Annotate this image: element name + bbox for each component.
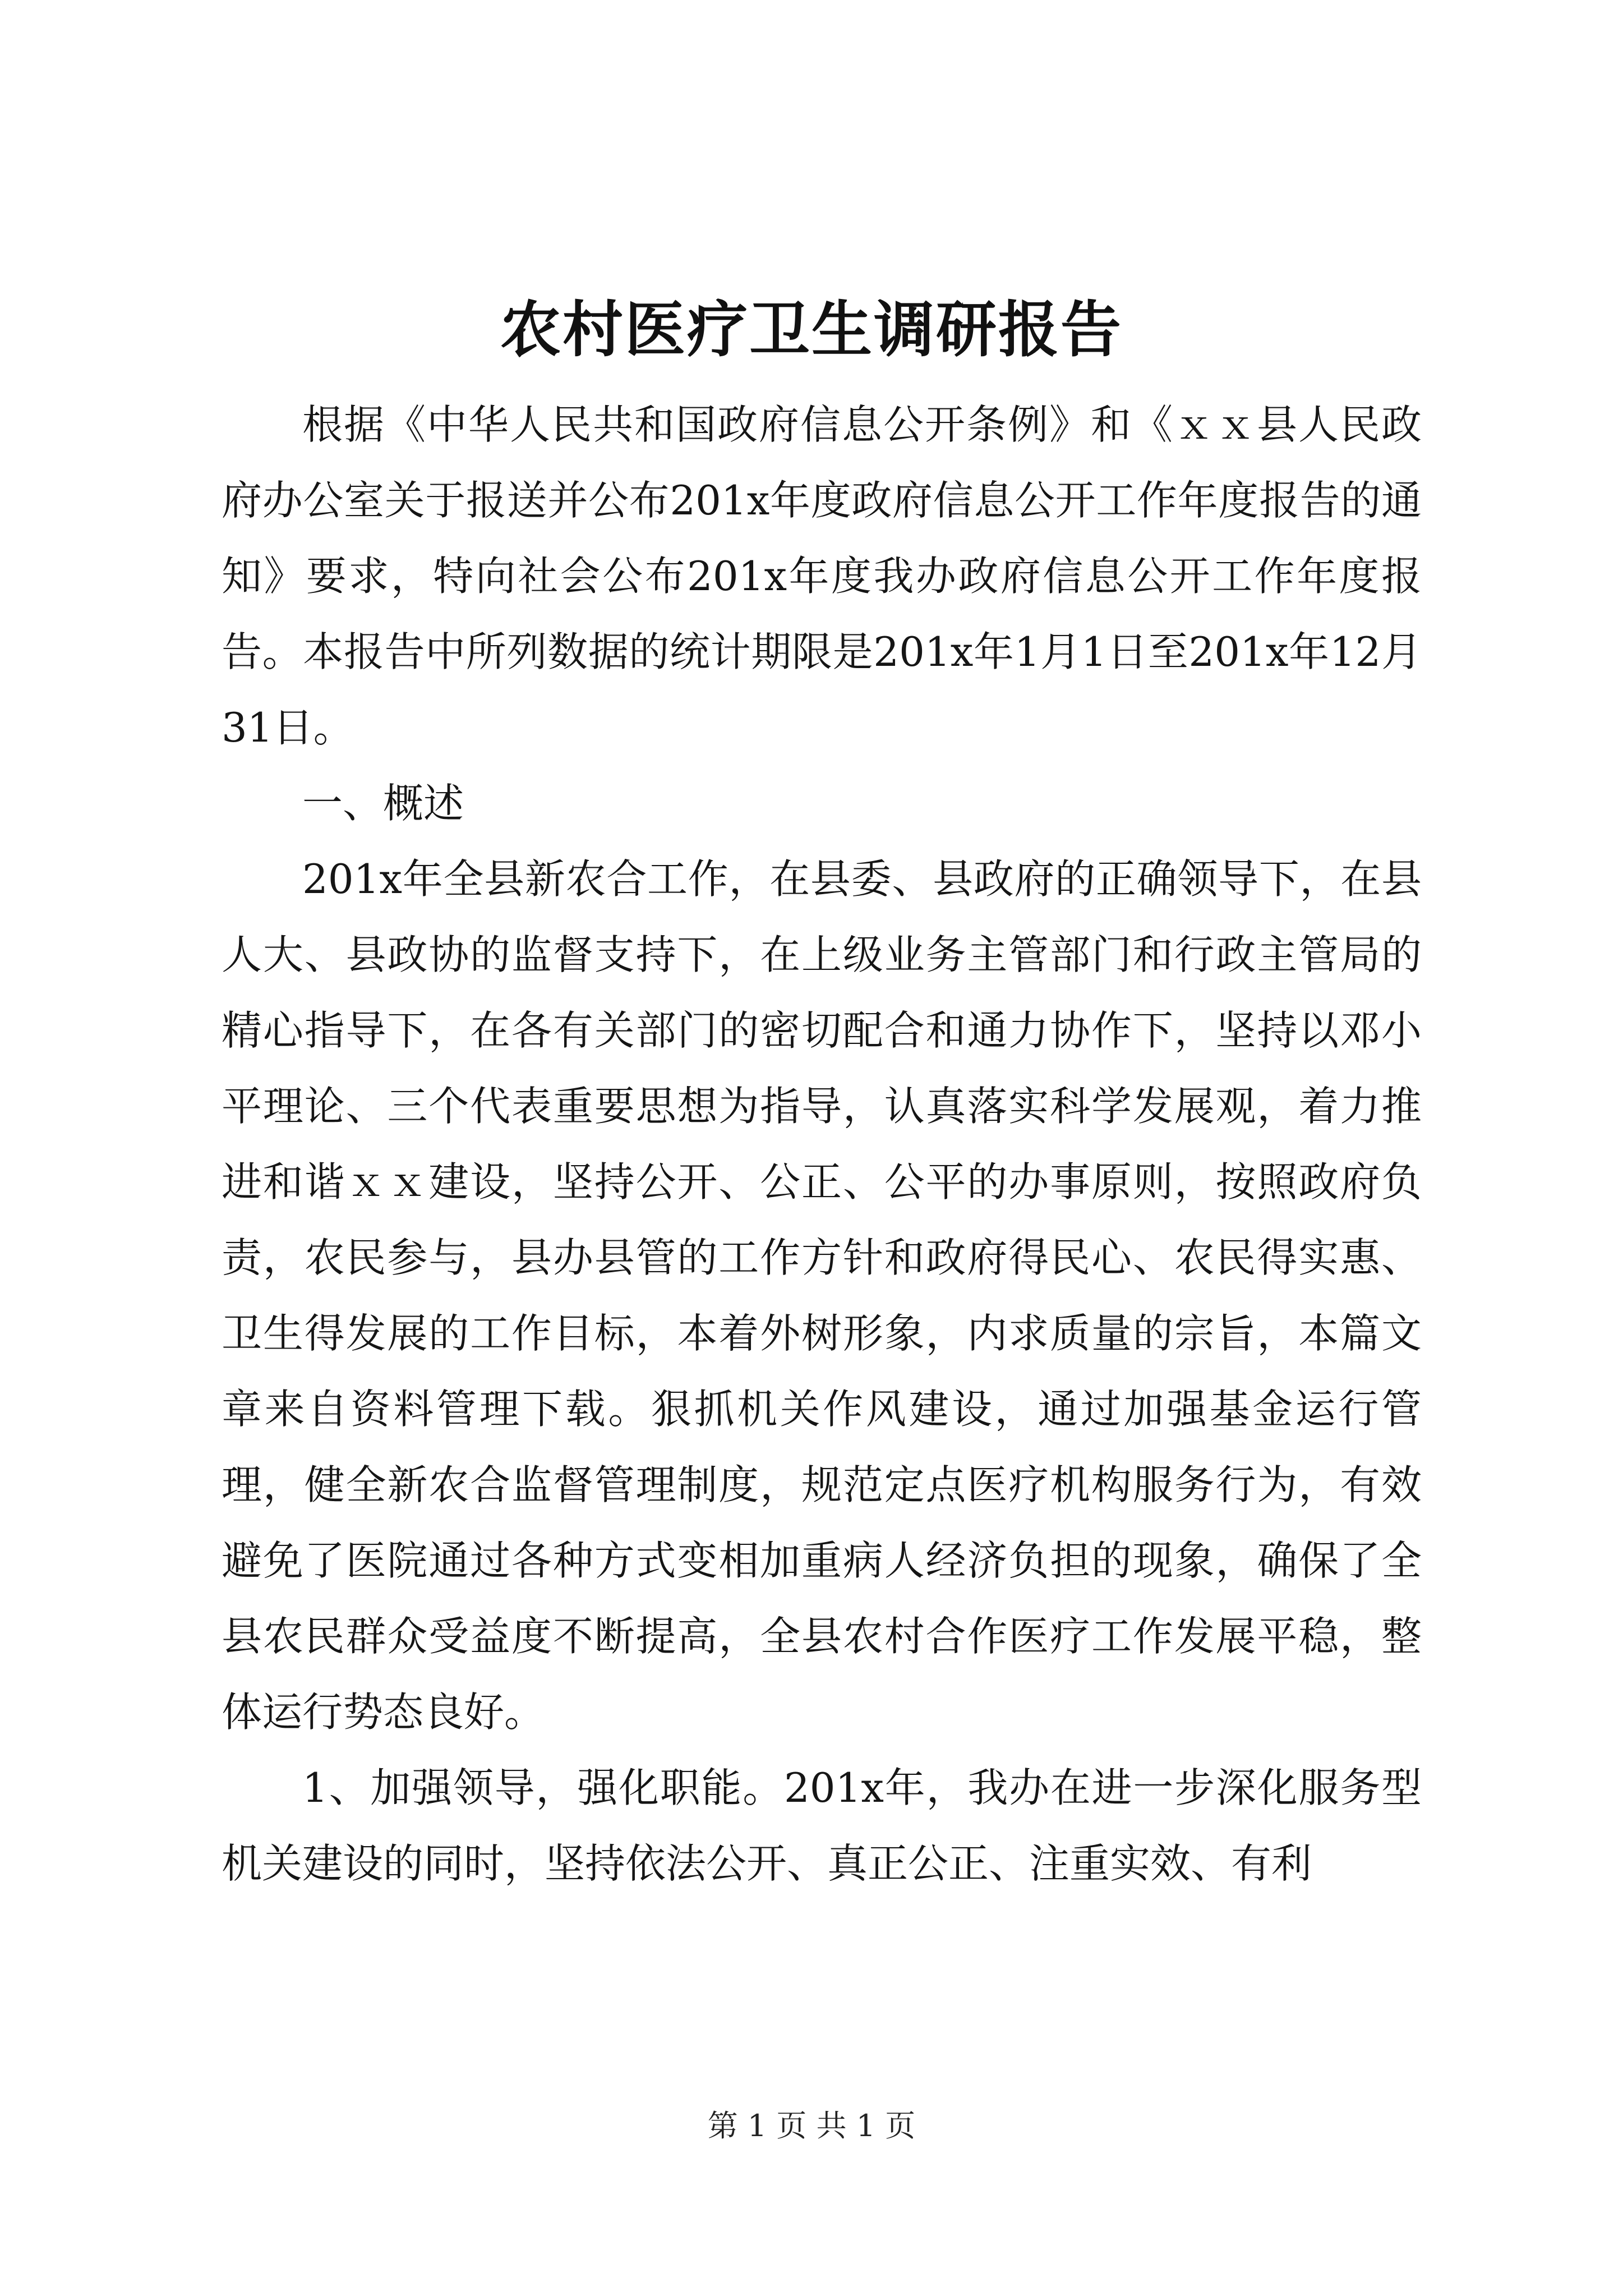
- document-title: 农村医疗卫生调研报告: [500, 295, 1123, 365]
- page-number-footer: 第 1 页 共 1 页: [707, 2108, 916, 2143]
- paragraph-overview: 201x年全县新农合工作，在县委、县政府的正确领导下，在县人大、县政协的监督支持下，在上级业务主管部门和行政主管局的精心指导下，在各有关部门的密切配合和通力协作下，坚持以邓小平理论、三个代表重要思想为指导，认真落实科学发展观，着力推进和谐ｘｘ建设，坚持公开、公正、公平的办事原则，按照政府负责，农民参与，县办县管的工作方针和政府得民心、农民得实惠、卫生得发展的工作目标，本着外树形象，内求质量的宗旨，本篇文章来自资料管理下载。狠抓机关作风建设，通过加强基金运行管理，健全新农合监督管理制度，规范定点医疗机构服务行为，有效避免了医院通过各种方式变相加重病人经济负担的现象，确保了全县农民群众受益度不断提高，全县农村合作医疗工作发展平稳，整体运行势态良好。: [222, 855, 1422, 1736]
- paragraph-intro: 根据《中华人民共和国政府信息公开条例》和《ｘｘ县人民政府办公室关于报送并公布201x年度政府信息公开工作年度报告的通知》要求，特向社会公布201x年度我办政府信息公开工作年度报告。本报告中所列数据的统计期限是201x年1月1日至201x年12月31日。: [222, 401, 1422, 751]
- section-heading-overview: 一、概述: [302, 780, 464, 827]
- document-body: [222, 387, 1422, 1902]
- paragraph-item-1: 1、加强领导，强化职能。201x年，我办在进一步深化服务型机关建设的同时，坚持依法公开、真正公正、注重实效、有利: [222, 1764, 1422, 1887]
